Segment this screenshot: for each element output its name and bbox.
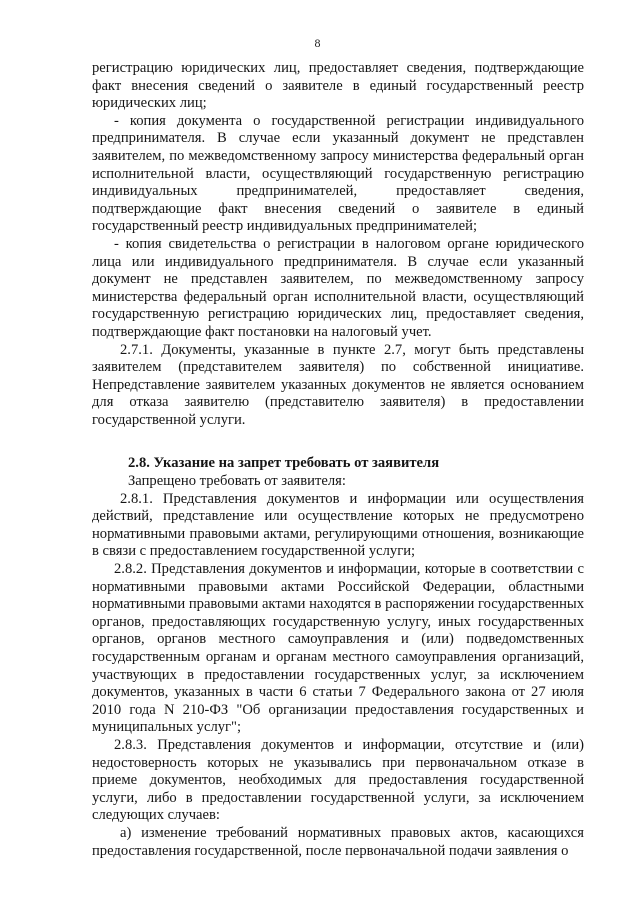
paragraph-2-7-1: 2.7.1. Документы, указанные в пункте 2.7, могут быть представлены заявителем (представителем заявителя) по собственной инициативе. Непредставление заявителем указанных документов не является основанием для отказа заявителю (представителю заявителя) в предоставлении государственной услуги. bbox=[92, 341, 584, 428]
section-spacer bbox=[92, 429, 584, 455]
paragraph-2-8-2: 2.8.2. Представления документов и информации, которые в соответствии с нормативными правовыми актами Российской Федерации, областными нормативными правовыми актами находятся в распоряжении государственных органов, предоставляющих государственную услугу, иных государственных органов, органов местного самоуправления и (или) подведомственных государственным органам и органам местного самоуправления организаций, участвующих в предоставлении государственных услуг, за исключением документов, указанных в части 6 статьи 7 Федерального закона от 27 июля 2010 года N 210-ФЗ "Об организации предоставления государственных и муниципальных услуг"; bbox=[92, 561, 584, 736]
section-intro: Запрещено требовать от заявителя: bbox=[128, 473, 346, 490]
paragraph-continuation: регистрацию юридических лиц, предоставляет сведения, подтверждающие факт внесения сведений о заявителе в единый государственный реестр юридических лиц; bbox=[92, 60, 584, 112]
section-heading: 2.8. Указание на запрет требовать от заявителя bbox=[128, 455, 440, 472]
paragraph-ip-registration-copy: - копия документа о государственной регистрации индивидуального предпринимателя. В случае если указанный документ не представлен заявителем, по межведомственному запросу министерства федеральный орган исполнительной власти, осуществляющий государственную регистрацию индивидуальных предпринимателей, предоставляет сведения, подтверждающие факт внесения сведений о заявителе в единый государственный реестр индивидуальных предпринимателей; bbox=[92, 112, 584, 235]
paragraph-2-8-3: 2.8.3. Представления документов и информации, отсутствие и (или) недостоверность которых не указывались при первоначальном отказе в приеме документов, необходимых для предоставления государственной услуги, либо в предоставлении государственной услуги, за исключением следующих случаев: bbox=[92, 736, 584, 824]
page-number: 8 bbox=[314, 36, 321, 50]
paragraph-tax-registration-copy: - копия свидетельства о регистрации в налоговом органе юридического лица или индивидуального предпринимателя. В случае если указанный документ не представлен заявителем, по межведомственному запросу министерства федеральный орган исполнительной власти, осуществляющий государственную регистрацию юридических лиц, предоставляет сведения, подтверждающие факт постановки на налоговый учет. bbox=[92, 235, 584, 340]
paragraph-item-a: а) изменение требований нормативных правовых актов, касающихся предоставления государственной, после первоначальной подачи заявления о bbox=[92, 824, 584, 859]
document-body bbox=[92, 60, 584, 860]
paragraph-2-8-1: 2.8.1. Представления документов и информации или осуществления действий, представление или осуществление которых не предусмотрено нормативными правовыми актами, регулирующими отношения, возникающие в связи с предоставлением государственной услуги; bbox=[92, 490, 584, 560]
